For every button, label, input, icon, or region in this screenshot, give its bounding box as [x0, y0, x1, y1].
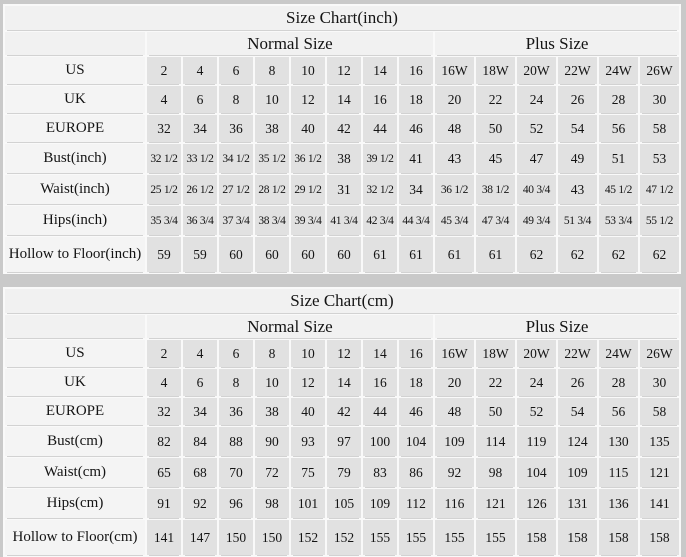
size-value-cell: 35 1/2	[255, 144, 289, 173]
size-value-cell: 150	[255, 520, 289, 555]
size-value-cell: 158	[517, 520, 556, 555]
size-value-cell: 104	[517, 458, 556, 487]
size-value-cell: 131	[558, 489, 597, 518]
size-value-cell: 24	[517, 86, 556, 113]
size-value-cell: 39 3/4	[291, 206, 325, 235]
size-value-cell: 12	[327, 57, 361, 84]
size-value-cell: 152	[291, 520, 325, 555]
size-value-cell: 27 1/2	[219, 175, 253, 204]
size-value-cell: 109	[363, 489, 397, 518]
size-value-cell: 34	[399, 175, 433, 204]
size-value-cell: 20	[435, 86, 474, 113]
size-value-cell: 48	[435, 398, 474, 425]
size-value-cell: 93	[291, 427, 325, 456]
corner-cell	[5, 315, 145, 338]
size-value-cell: 115	[599, 458, 638, 487]
size-value-cell: 136	[599, 489, 638, 518]
size-value-cell: 8	[219, 369, 253, 396]
size-value-cell: 32 1/2	[147, 144, 181, 173]
size-value-cell: 58	[640, 115, 679, 142]
size-value-cell: 47 3/4	[476, 206, 515, 235]
size-value-cell: 54	[558, 398, 597, 425]
size-value-cell: 79	[327, 458, 361, 487]
size-value-cell: 155	[476, 520, 515, 555]
size-value-cell: 49 3/4	[517, 206, 556, 235]
table-row	[5, 237, 679, 272]
size-value-cell: 141	[640, 489, 679, 518]
size-value-cell: 59	[147, 237, 181, 272]
size-value-cell: 147	[183, 520, 217, 555]
size-value-cell: 38	[255, 398, 289, 425]
size-value-cell: 4	[147, 86, 181, 113]
size-value-cell: 14	[363, 57, 397, 84]
size-value-cell: 158	[558, 520, 597, 555]
size-value-cell: 51	[599, 144, 638, 173]
size-value-cell: 44 3/4	[399, 206, 433, 235]
size-value-cell: 37 3/4	[219, 206, 253, 235]
size-chart-cm-table	[3, 287, 681, 557]
table-row	[5, 175, 679, 204]
size-value-cell: 18	[399, 86, 433, 113]
size-value-cell: 83	[363, 458, 397, 487]
size-value-cell: 25 1/2	[147, 175, 181, 204]
size-value-cell: 32 1/2	[363, 175, 397, 204]
size-value-cell: 28	[599, 369, 638, 396]
size-value-cell: 43	[558, 175, 597, 204]
size-value-cell: 130	[599, 427, 638, 456]
size-value-cell: 8	[219, 86, 253, 113]
size-value-cell: 20W	[517, 340, 556, 367]
size-value-cell: 31	[327, 175, 361, 204]
size-value-cell: 59	[183, 237, 217, 272]
size-value-cell: 8	[255, 57, 289, 84]
size-value-cell: 2	[147, 57, 181, 84]
row-label: Hips(inch)	[5, 206, 145, 235]
size-value-cell: 61	[435, 237, 474, 272]
size-value-cell: 24W	[599, 57, 638, 84]
size-value-cell: 10	[255, 369, 289, 396]
table-title: Size Chart(inch)	[5, 6, 679, 30]
table-row	[5, 57, 679, 84]
size-value-cell: 56	[599, 115, 638, 142]
size-value-cell: 10	[291, 340, 325, 367]
size-value-cell: 22	[476, 86, 515, 113]
size-value-cell: 70	[219, 458, 253, 487]
size-value-cell: 26 1/2	[183, 175, 217, 204]
group-header-1: Plus Size	[435, 315, 679, 338]
size-value-cell: 121	[640, 458, 679, 487]
size-value-cell: 16W	[435, 57, 474, 84]
size-value-cell: 60	[255, 237, 289, 272]
size-value-cell: 36 1/2	[291, 144, 325, 173]
size-value-cell: 12	[291, 369, 325, 396]
size-value-cell: 121	[476, 489, 515, 518]
size-value-cell: 18W	[476, 340, 515, 367]
group-header-0: Normal Size	[147, 315, 433, 338]
size-value-cell: 61	[476, 237, 515, 272]
size-value-cell: 38 1/2	[476, 175, 515, 204]
size-value-cell: 47 1/2	[640, 175, 679, 204]
size-value-cell: 45 1/2	[599, 175, 638, 204]
size-value-cell: 88	[219, 427, 253, 456]
row-label: Bust(inch)	[5, 144, 145, 173]
size-value-cell: 72	[255, 458, 289, 487]
row-label: US	[5, 57, 145, 84]
table-row	[5, 489, 679, 518]
size-value-cell: 92	[435, 458, 474, 487]
size-value-cell: 68	[183, 458, 217, 487]
size-value-cell: 4	[183, 57, 217, 84]
size-value-cell: 14	[327, 369, 361, 396]
size-value-cell: 43	[435, 144, 474, 173]
size-value-cell: 12	[291, 86, 325, 113]
size-value-cell: 97	[327, 427, 361, 456]
size-value-cell: 30	[640, 369, 679, 396]
size-value-cell: 24	[517, 369, 556, 396]
size-value-cell: 29 1/2	[291, 175, 325, 204]
size-value-cell: 109	[435, 427, 474, 456]
size-value-cell: 40 3/4	[517, 175, 556, 204]
size-value-cell: 116	[435, 489, 474, 518]
size-value-cell: 12	[327, 340, 361, 367]
size-value-cell: 61	[363, 237, 397, 272]
table-gap	[3, 274, 681, 287]
table-row	[5, 86, 679, 113]
size-value-cell: 10	[291, 57, 325, 84]
corner-cell	[5, 32, 145, 55]
size-value-cell: 90	[255, 427, 289, 456]
size-value-cell: 14	[327, 86, 361, 113]
size-value-cell: 8	[255, 340, 289, 367]
table-row	[5, 427, 679, 456]
size-value-cell: 44	[363, 115, 397, 142]
table-row	[5, 144, 679, 173]
size-value-cell: 62	[640, 237, 679, 272]
group-header-0: Normal Size	[147, 32, 433, 55]
table-row	[5, 206, 679, 235]
size-value-cell: 40	[291, 398, 325, 425]
size-value-cell: 126	[517, 489, 556, 518]
size-value-cell: 10	[255, 86, 289, 113]
size-value-cell: 155	[399, 520, 433, 555]
row-label: EUROPE	[5, 115, 145, 142]
size-value-cell: 6	[219, 340, 253, 367]
size-value-cell: 114	[476, 427, 515, 456]
table-row	[5, 115, 679, 142]
size-value-cell: 34	[183, 115, 217, 142]
size-value-cell: 62	[558, 237, 597, 272]
size-value-cell: 62	[517, 237, 556, 272]
row-label: EUROPE	[5, 398, 145, 425]
size-value-cell: 53 3/4	[599, 206, 638, 235]
size-value-cell: 48	[435, 115, 474, 142]
size-value-cell: 75	[291, 458, 325, 487]
size-value-cell: 58	[640, 398, 679, 425]
size-value-cell: 32	[147, 115, 181, 142]
size-value-cell: 30	[640, 86, 679, 113]
size-value-cell: 98	[255, 489, 289, 518]
size-value-cell: 36 1/2	[435, 175, 474, 204]
size-value-cell: 18	[399, 369, 433, 396]
size-value-cell: 50	[476, 398, 515, 425]
row-label: UK	[5, 369, 145, 396]
size-value-cell: 105	[327, 489, 361, 518]
size-value-cell: 39 1/2	[363, 144, 397, 173]
size-value-cell: 158	[640, 520, 679, 555]
size-value-cell: 109	[558, 458, 597, 487]
size-value-cell: 45	[476, 144, 515, 173]
size-value-cell: 96	[219, 489, 253, 518]
size-value-cell: 155	[363, 520, 397, 555]
size-value-cell: 28	[599, 86, 638, 113]
size-value-cell: 135	[640, 427, 679, 456]
size-value-cell: 42 3/4	[363, 206, 397, 235]
table-row	[5, 520, 679, 555]
row-label: Hips(cm)	[5, 489, 145, 518]
size-value-cell: 36 3/4	[183, 206, 217, 235]
size-value-cell: 14	[363, 340, 397, 367]
size-value-cell: 38	[255, 115, 289, 142]
size-value-cell: 20	[435, 369, 474, 396]
size-value-cell: 44	[363, 398, 397, 425]
size-value-cell: 82	[147, 427, 181, 456]
size-value-cell: 98	[476, 458, 515, 487]
size-value-cell: 91	[147, 489, 181, 518]
size-value-cell: 84	[183, 427, 217, 456]
row-label: Waist(inch)	[5, 175, 145, 204]
size-value-cell: 40	[291, 115, 325, 142]
size-value-cell: 124	[558, 427, 597, 456]
size-value-cell: 16	[363, 86, 397, 113]
size-value-cell: 28 1/2	[255, 175, 289, 204]
size-value-cell: 6	[183, 86, 217, 113]
size-value-cell: 4	[183, 340, 217, 367]
size-value-cell: 49	[558, 144, 597, 173]
size-value-cell: 26	[558, 86, 597, 113]
size-value-cell: 152	[327, 520, 361, 555]
size-value-cell: 158	[599, 520, 638, 555]
size-value-cell: 41	[399, 144, 433, 173]
size-value-cell: 24W	[599, 340, 638, 367]
table-title: Size Chart(cm)	[5, 289, 679, 313]
table-row	[5, 458, 679, 487]
size-value-cell: 16W	[435, 340, 474, 367]
size-value-cell: 60	[291, 237, 325, 272]
size-value-cell: 101	[291, 489, 325, 518]
size-value-cell: 92	[183, 489, 217, 518]
size-value-cell: 42	[327, 398, 361, 425]
size-value-cell: 46	[399, 115, 433, 142]
size-value-cell: 38	[327, 144, 361, 173]
size-value-cell: 2	[147, 340, 181, 367]
size-value-cell: 52	[517, 398, 556, 425]
size-value-cell: 34	[183, 398, 217, 425]
size-value-cell: 4	[147, 369, 181, 396]
size-value-cell: 62	[599, 237, 638, 272]
size-value-cell: 36	[219, 398, 253, 425]
size-value-cell: 34 1/2	[219, 144, 253, 173]
size-value-cell: 50	[476, 115, 515, 142]
row-label: Hollow to Floor(inch)	[5, 237, 145, 272]
row-label: Bust(cm)	[5, 427, 145, 456]
size-value-cell: 18W	[476, 57, 515, 84]
size-value-cell: 55 1/2	[640, 206, 679, 235]
size-value-cell: 35 3/4	[147, 206, 181, 235]
row-label: US	[5, 340, 145, 367]
size-value-cell: 26	[558, 369, 597, 396]
size-value-cell: 104	[399, 427, 433, 456]
row-label: UK	[5, 86, 145, 113]
size-value-cell: 52	[517, 115, 556, 142]
size-value-cell: 6	[183, 369, 217, 396]
size-value-cell: 41 3/4	[327, 206, 361, 235]
size-value-cell: 6	[219, 57, 253, 84]
size-value-cell: 46	[399, 398, 433, 425]
size-value-cell: 45 3/4	[435, 206, 474, 235]
table-row	[5, 398, 679, 425]
size-value-cell: 33 1/2	[183, 144, 217, 173]
size-value-cell: 86	[399, 458, 433, 487]
size-value-cell: 22W	[558, 57, 597, 84]
size-value-cell: 42	[327, 115, 361, 142]
size-value-cell: 47	[517, 144, 556, 173]
size-chart-inch-table	[3, 4, 681, 274]
size-value-cell: 26W	[640, 57, 679, 84]
size-value-cell: 141	[147, 520, 181, 555]
size-value-cell: 51 3/4	[558, 206, 597, 235]
table-row	[5, 340, 679, 367]
row-label: Hollow to Floor(cm)	[5, 520, 145, 555]
size-value-cell: 56	[599, 398, 638, 425]
size-value-cell: 60	[327, 237, 361, 272]
group-header-1: Plus Size	[435, 32, 679, 55]
size-value-cell: 61	[399, 237, 433, 272]
size-value-cell: 150	[219, 520, 253, 555]
size-value-cell: 53	[640, 144, 679, 173]
size-value-cell: 16	[363, 369, 397, 396]
size-value-cell: 22	[476, 369, 515, 396]
size-value-cell: 119	[517, 427, 556, 456]
size-value-cell: 60	[219, 237, 253, 272]
table-row	[5, 369, 679, 396]
row-label: Waist(cm)	[5, 458, 145, 487]
size-value-cell: 36	[219, 115, 253, 142]
size-value-cell: 20W	[517, 57, 556, 84]
size-value-cell: 155	[435, 520, 474, 555]
size-value-cell: 65	[147, 458, 181, 487]
size-value-cell: 112	[399, 489, 433, 518]
size-value-cell: 38 3/4	[255, 206, 289, 235]
size-value-cell: 26W	[640, 340, 679, 367]
size-value-cell: 16	[399, 340, 433, 367]
size-value-cell: 22W	[558, 340, 597, 367]
size-value-cell: 32	[147, 398, 181, 425]
size-value-cell: 100	[363, 427, 397, 456]
size-value-cell: 16	[399, 57, 433, 84]
size-value-cell: 54	[558, 115, 597, 142]
